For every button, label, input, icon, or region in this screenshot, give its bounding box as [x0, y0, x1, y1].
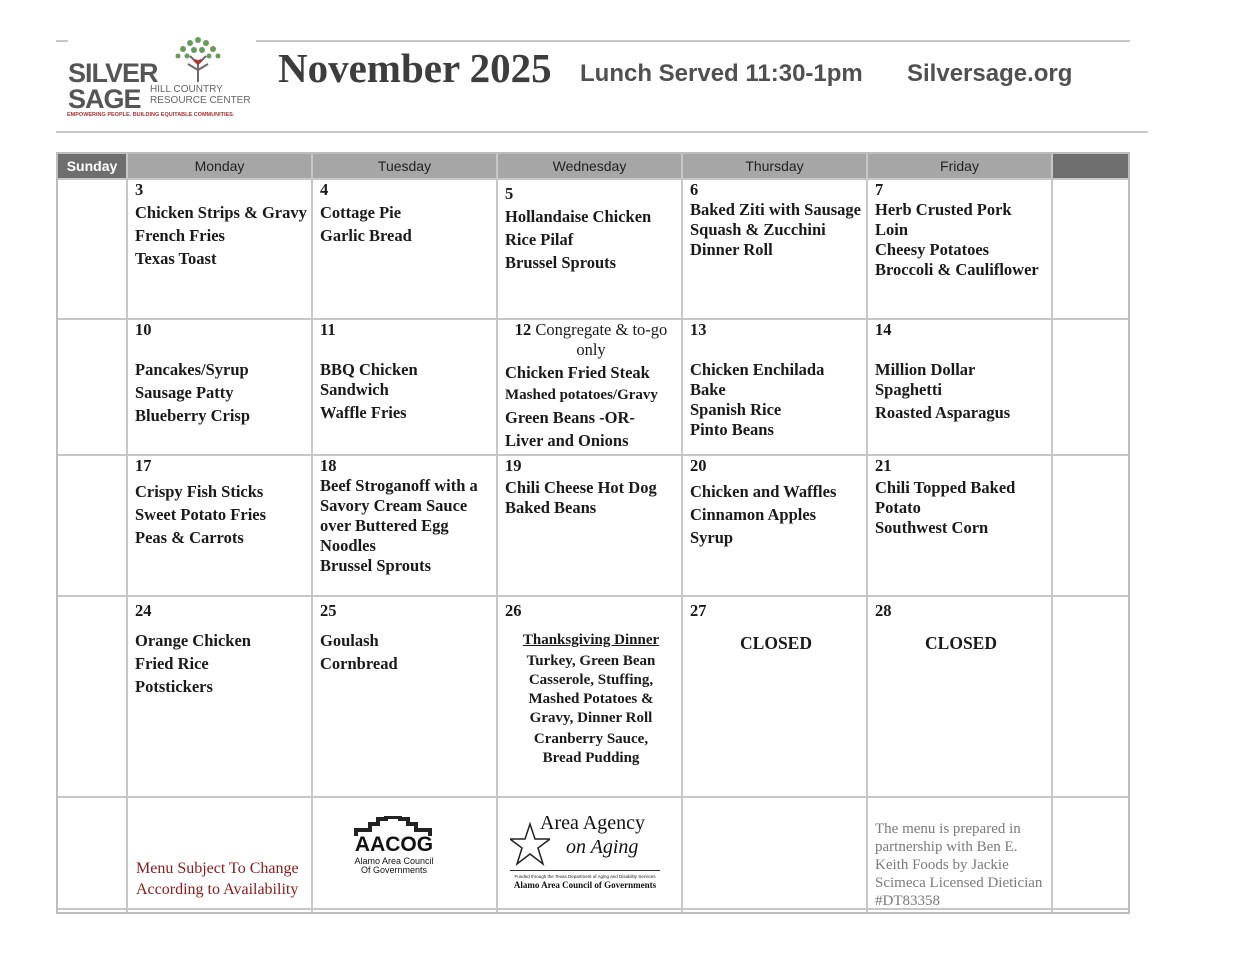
day-cell: [505, 320, 677, 451]
menu-change-line1: Menu Subject To Change: [136, 860, 299, 877]
menu-item: Chicken Enchilada Bake: [690, 360, 825, 399]
grid-line: [866, 154, 868, 912]
menu-item: Dinner Roll: [690, 240, 773, 259]
header-tuesday: Tuesday: [313, 154, 496, 178]
menu-item: Pinto Beans: [690, 420, 774, 439]
menu-item: Squash & Zucchini: [690, 220, 826, 239]
aacog-building-icon: [342, 816, 446, 852]
menu-item: Brussel Sprouts: [320, 556, 432, 575]
day-number: 12: [514, 320, 532, 339]
grid-line: [126, 154, 128, 912]
logo-silver-text: SILVER: [68, 58, 158, 88]
menu-item: Chicken and Waffles: [690, 482, 837, 501]
tree-icon: [168, 34, 228, 84]
header-monday: Monday: [128, 154, 311, 178]
day-cell: [690, 180, 862, 260]
menu-item: Sausage Patty: [135, 383, 234, 402]
header-bottom-rule: [56, 131, 1148, 133]
menu-item: Fried Rice: [135, 654, 209, 673]
day-number: 27: [690, 601, 707, 620]
silver-sage-logo: [64, 34, 264, 124]
day-number: 17: [135, 456, 152, 475]
menu-item: Sweet Potato Fries: [135, 505, 267, 524]
day-number: 24: [135, 601, 152, 620]
day-cell: [135, 320, 307, 426]
aacog-line2: Of Governments: [360, 865, 428, 875]
closed-label: CLOSED: [925, 633, 997, 653]
day-cell: [690, 601, 862, 653]
menu-item: Peas & Carrots: [135, 528, 244, 547]
menu-item: Orange Chicken: [135, 631, 251, 650]
day-cell: [135, 180, 307, 269]
aaa-funding: Funded through the Texas Department of Aging and Disability Services: [514, 874, 656, 879]
menu-item: Baked Beans: [505, 498, 597, 517]
service-note: Congregate & to-go only: [535, 320, 668, 359]
grid-line: [311, 154, 313, 912]
menu-item: Roasted Asparagus: [875, 403, 1011, 422]
day-number: 25: [320, 601, 337, 620]
menu-item: Garlic Bread: [320, 226, 412, 245]
logo-tagline: EMPOWERING PEOPLE. BUILDING EQUITABLE COMMUNITIES.: [67, 112, 235, 118]
menu-item: Herb Crusted Pork Loin: [875, 200, 1012, 239]
dietician-note: The menu is prepared in partnership with Ben E. Keith Foods by Jackie Scimeca Licensed Dietician #DT83358: [875, 821, 1043, 909]
day-cell: [135, 456, 307, 548]
aaa-line2: on Aging: [566, 836, 639, 858]
day-number: 10: [135, 320, 152, 339]
day-cell: [505, 601, 677, 768]
day-number: 28: [875, 601, 892, 620]
logo-org-text: HILL COUNTRY RESOURCE CENTER: [150, 84, 251, 106]
menu-item: Chili Topped Baked Potato: [875, 478, 1016, 517]
day-cell: [690, 456, 862, 548]
menu-item: Green Beans -OR-: [505, 408, 635, 427]
menu-item: Baked Ziti with Sausage: [690, 200, 861, 219]
grid-line: [58, 796, 1128, 798]
menu-item: Rice Pilaf: [505, 230, 574, 249]
day-number: 7: [875, 180, 884, 199]
day-cell: [505, 184, 677, 273]
menu-item: Southwest Corn: [875, 518, 989, 537]
lunch-hours: Lunch Served 11:30-1pm: [580, 60, 863, 87]
day-number: 20: [690, 456, 707, 475]
day-number: 13: [690, 320, 707, 339]
day-cell: [320, 601, 492, 674]
header-sunday: Sunday: [58, 154, 126, 178]
day-number: 19: [505, 456, 522, 475]
day-cell: [875, 601, 1047, 653]
menu-item: Turkey, Green Bean Casserole, Stuffing, Mashed Potatoes & Gravy, Dinner Roll: [526, 653, 656, 726]
day-cell: [320, 456, 492, 576]
menu-item: Goulash: [320, 631, 379, 650]
day-number: 14: [875, 320, 892, 339]
menu-heading: Thanksgiving Dinner: [522, 632, 660, 648]
day-cell: [875, 320, 1047, 423]
day-number: 5: [505, 184, 514, 203]
menu-item: Broccoli & Cauliflower: [875, 260, 1039, 279]
day-cell: [135, 601, 307, 697]
menu-item: Pancakes/Syrup: [135, 360, 249, 379]
menu-item: Chili Cheese Hot Dog: [505, 478, 657, 497]
closed-label: CLOSED: [740, 633, 812, 653]
menu-item: Liver and Onions: [505, 431, 629, 450]
aaa-org: Alamo Area Council of Governments: [513, 880, 657, 890]
menu-item: Spanish Rice: [690, 400, 782, 419]
menu-item: Beef Stroganoff with a Savory Cream Sauce over Buttered Egg Noodles: [320, 476, 478, 555]
day-number: 26: [505, 601, 522, 620]
menu-item: Syrup: [690, 528, 734, 547]
day-cell: [875, 456, 1047, 538]
menu-item: Potstickers: [135, 677, 213, 696]
menu-item: Crispy Fish Sticks: [135, 482, 264, 501]
menu-item: Million Dollar Spaghetti: [875, 360, 976, 399]
aacog-line1: Alamo Area Council: [354, 856, 434, 866]
menu-item: Hollandaise Chicken: [505, 207, 652, 226]
aaa-line1: Area Agency: [540, 812, 645, 834]
menu-item: Cottage Pie: [320, 203, 402, 222]
day-number: 4: [320, 180, 329, 199]
menu-item: Cranberry Sauce, Bread Pudding: [533, 731, 649, 766]
aaa-divider: [510, 870, 660, 871]
menu-item: Brussel Sprouts: [505, 253, 617, 272]
logo-sage-text: SAGE: [68, 84, 141, 114]
website-link[interactable]: Silversage.org: [907, 60, 1073, 87]
thanksgiving-menu: [505, 631, 677, 768]
menu-change-line2: According to Availability: [136, 881, 299, 898]
day-number: 3: [135, 180, 144, 199]
header-wednesday: Wednesday: [498, 154, 681, 178]
day-number: 18: [320, 456, 337, 475]
menu-item: Cornbread: [320, 654, 398, 673]
menu-item: Blueberry Crisp: [135, 406, 251, 425]
menu-item: Mashed potatoes/Gravy: [505, 387, 658, 403]
header-friday: Friday: [868, 154, 1051, 178]
day-number: 11: [320, 320, 336, 339]
menu-item: BBQ Chicken Sandwich: [320, 360, 418, 399]
menu-calendar: [56, 152, 1130, 914]
menu-item: Cheesy Potatoes: [875, 240, 990, 259]
menu-item: French Fries: [135, 226, 225, 245]
day-number: 6: [690, 180, 699, 199]
day-cell: [320, 320, 492, 423]
aacog-logo: [342, 816, 446, 878]
menu-item: Chicken Fried Steak: [505, 363, 650, 382]
header-top-rule: [256, 40, 1130, 42]
area-agency-on-aging-logo: [510, 808, 660, 892]
header-thursday: Thursday: [683, 154, 866, 178]
grid-line: [58, 595, 1128, 597]
menu-item: Texas Toast: [135, 249, 217, 268]
day-cell: [505, 456, 677, 518]
day-cell: [320, 180, 492, 246]
menu-item: Chicken Strips & Gravy: [135, 203, 307, 222]
header-saturday-blank: [1053, 154, 1128, 178]
grid-line: [681, 154, 683, 912]
page-title: November 2025: [278, 45, 552, 91]
day-cell: [690, 320, 862, 440]
menu-item: Waffle Fries: [320, 403, 407, 422]
menu-item: Cinnamon Apples: [690, 505, 817, 524]
day-cell: [875, 180, 1047, 280]
day-number: 21: [875, 456, 892, 475]
grid-line: [496, 154, 498, 912]
grid-line: [1051, 154, 1053, 912]
aacog-mark: AACOG: [354, 833, 434, 852]
day-number-with-note: [505, 320, 677, 360]
menu-change-note: [136, 858, 308, 900]
